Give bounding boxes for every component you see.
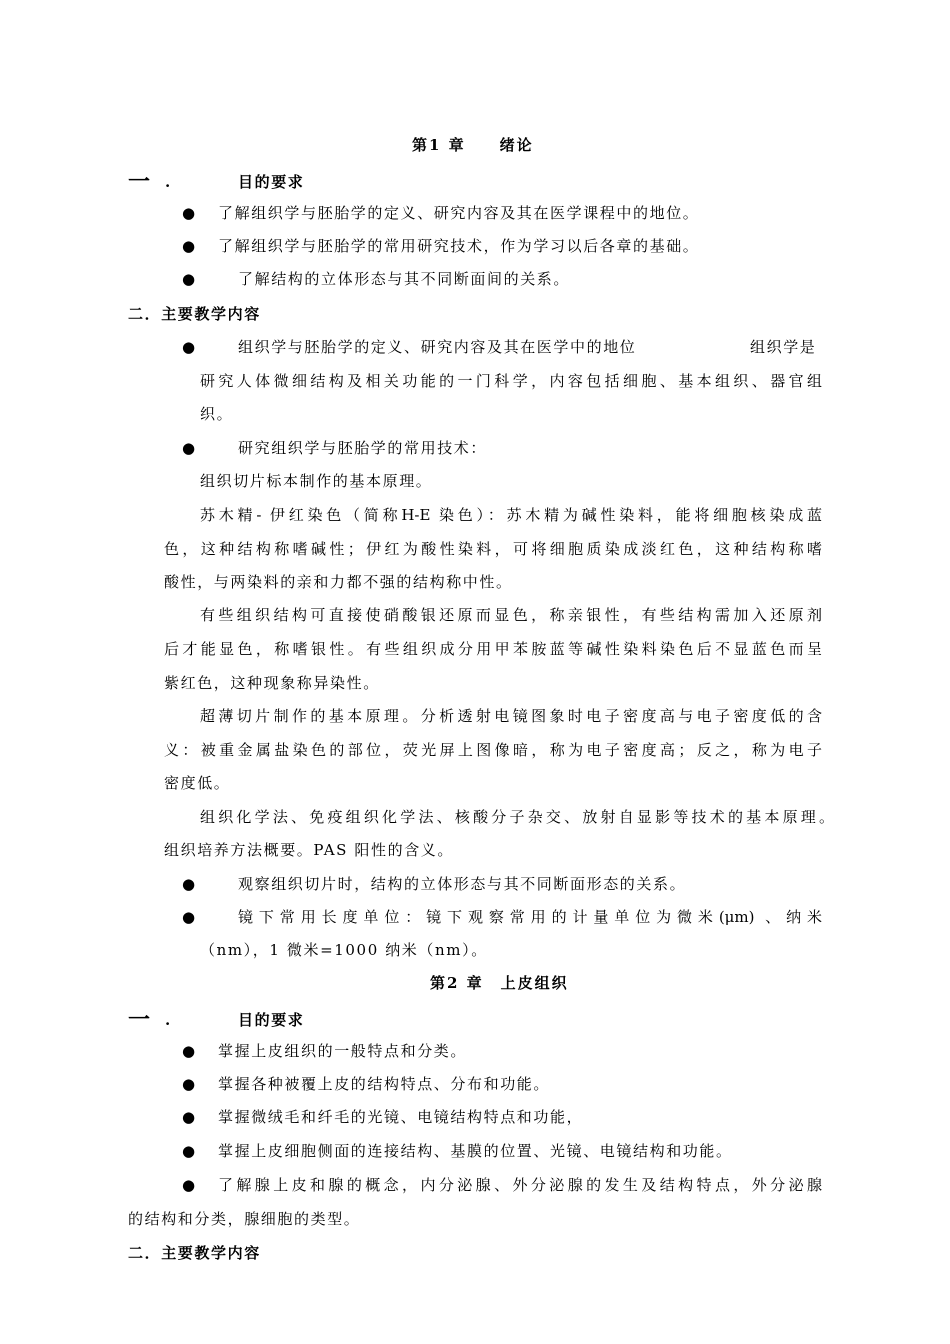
paragraph-text: 后才能显色，称嗜银性。有些组织成分用甲苯胺蓝等碱性染料染色后不显蓝色而呈 [164,640,822,658]
section-number: 一 [128,169,152,195]
bullet-icon: ● [182,237,196,255]
paragraph-text: 酸性，与两染料的亲和力都不强的结构称中性。 [164,573,513,591]
bullet-icon: ● [182,875,196,893]
goal-item: 掌握各种被覆上皮的结构特点、分布和功能。 [218,1075,551,1093]
bullet-icon: ● [182,1108,196,1126]
paragraph-text: 组织培养方法概要。PAS 阳性的含义。 [164,841,454,859]
goal-item: 掌握微绒毛和纤毛的光镜、电镜结构特点和功能， [218,1108,584,1126]
bullet-icon: ● [182,439,196,457]
section-title: 目的要求 [238,173,305,191]
bullet-icon: ● [182,1176,196,1194]
chapter-2-title: 第2 章 上皮组织 [430,974,569,992]
paragraph-text: 密度低。 [164,774,231,792]
paragraph-text: （nm），1 微米=1000 纳米（nm）。 [200,941,488,959]
paragraph-text: 观察组织切片时，结构的立体形态与其不同断面形态的关系。 [238,875,687,893]
goal-item: 的结构和分类，腺细胞的类型。 [128,1210,361,1228]
bullet-icon: ● [182,1042,196,1060]
paragraph-text: 苏木精- 伊红染色（简称H-E 染色）：苏木精为碱性染料，能将细胞核染成蓝 [200,506,822,524]
section-title: 目的要求 [238,1011,305,1029]
paragraph-text: 紫红色，这种现象称异染性。 [164,674,380,692]
section-number: 一 [128,1007,152,1033]
paragraph-text: 超薄切片制作的基本原理。分析透射电镜图象时电子密度高与电子密度低的含 [200,707,822,725]
bullet-icon: ● [182,270,196,288]
bullet-icon: ● [182,1142,196,1160]
section-2-title: 二．主要教学内容 [128,305,261,323]
paragraph-text: 组织学与胚胎学的定义、研究内容及其在医学中的地位 [238,338,637,356]
paragraph-text: 组织切片标本制作的基本原理。 [200,472,433,490]
paragraph-text: 义：被重金属盐染色的部位，荧光屏上图像暗，称为电子密度高；反之，称为电子 [164,741,822,759]
paragraph-text: 镜下常用长度单位：镜下观察常用的计量单位为微米(μm) 、纳米 [238,908,822,926]
section-dot: . [165,173,172,191]
paragraph-text: 组织学是 [750,338,817,356]
section-dot: . [165,1011,172,1029]
paragraph-text: 研究人体微细结构及相关功能的一门科学，内容包括细胞、基本组织、器官组 [200,372,822,390]
paragraph-text: 色，这种结构称嗜碱性；伊红为酸性染料，可将细胞质染成淡红色，这种结构称嗜 [164,540,822,558]
goal-item: 掌握上皮组织的一般特点和分类。 [218,1042,468,1060]
bullet-icon: ● [182,338,196,356]
goal-item: 了解组织学与胚胎学的定义、研究内容及其在医学课程中的地位。 [218,204,700,222]
section-2-title: 二．主要教学内容 [128,1244,261,1262]
bullet-icon: ● [182,908,196,926]
paragraph-text: 有些组织结构可直接使硝酸银还原而显色，称亲银性，有些结构需加入还原剂 [200,606,822,624]
goal-item: 了解结构的立体形态与其不同断面间的关系。 [238,270,571,288]
goal-item: 了解组织学与胚胎学的常用研究技术，作为学习以后各章的基础。 [218,237,700,255]
bullet-icon: ● [182,204,196,222]
goal-item: 掌握上皮细胞侧面的连接结构、基膜的位置、光镜、电镜结构和功能。 [218,1142,733,1160]
paragraph-text: 组织化学法、免疫组织化学法、核酸分子杂交、放射自显影等技术的基本原理。 [200,808,834,826]
bullet-icon: ● [182,1075,196,1093]
chapter-1-title: 第1 章 绪论 [412,136,534,154]
paragraph-text: 织。 [200,405,234,423]
paragraph-text: 研究组织学与胚胎学的常用技术： [238,439,488,457]
goal-item: 了解腺上皮和腺的概念，内分泌腺、外分泌腺的发生及结构特点，外分泌腺 [218,1176,822,1194]
